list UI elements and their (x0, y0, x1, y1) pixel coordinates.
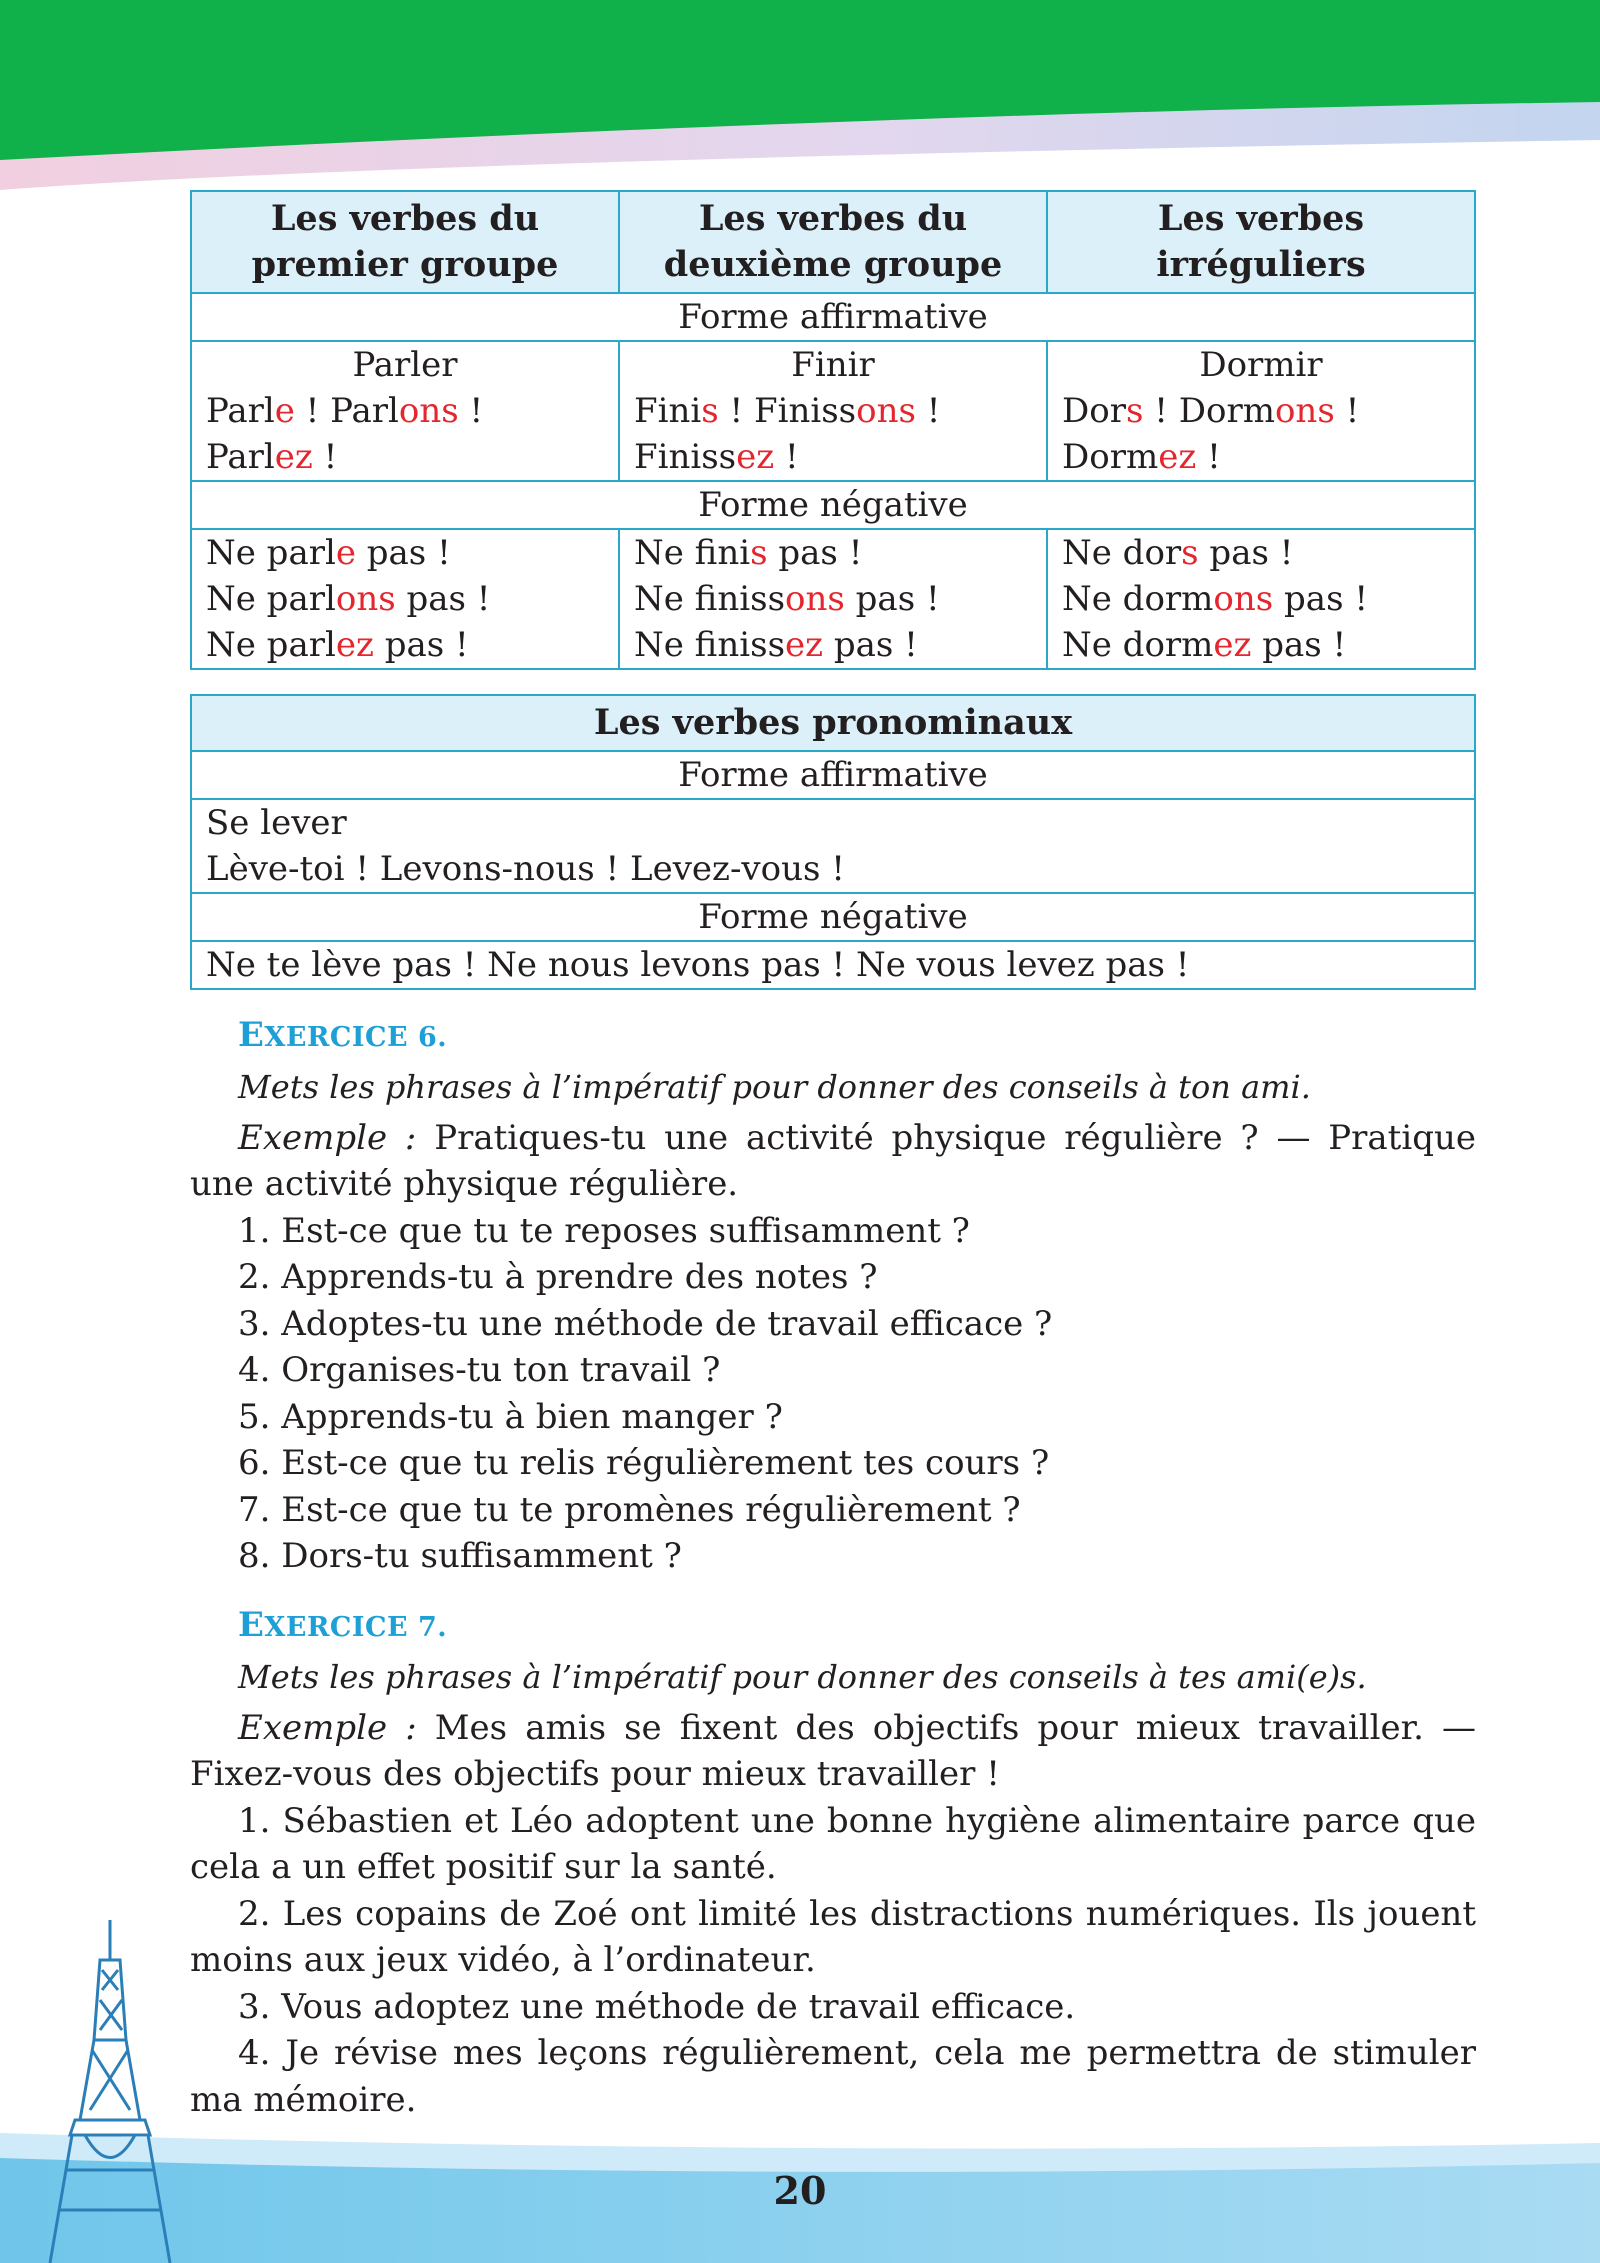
list-item: 4. Organises-tu ton travail ? (238, 1350, 721, 1390)
exercise-6-instruction: Mets les phrases à l’impératif pour donner des conseils à ton ami. (238, 1068, 1311, 1106)
list-item: 2. Apprends-tu à prendre des notes ? (238, 1257, 878, 1297)
header-first-group: Les verbes du premier groupe (191, 191, 619, 293)
list-item: 5. Apprends-tu à bien manger ? (238, 1396, 783, 1437)
list-item: 3. Adoptes-tu une méthode de travail efficace ? (238, 1303, 1053, 1344)
affirmative-label: Forme affirmative (191, 293, 1475, 341)
negative-label: Forme négative (191, 893, 1475, 941)
affirmative-label: Forme affirmative (191, 751, 1475, 799)
table-cell: Ne parle pas ! Ne parlons pas ! Ne parlez pas ! (191, 529, 619, 669)
exercise-7 (190, 1603, 1476, 2123)
table-cell: Ne dors pas ! Ne dormons pas ! Ne dormez pas ! (1047, 529, 1475, 669)
table-row (191, 341, 1475, 481)
header-banner (0, 0, 1600, 200)
list-item: 4. Je révise mes leçons régulièrement, cela me permettra de stimuler ma mémoire. (190, 2033, 1476, 2120)
table-cell: Finir Finis ! Finissons ! Finissez ! (619, 341, 1047, 481)
pronominal-verbs-table (190, 694, 1476, 990)
list-item: 6. Est-ce que tu relis régulièrement tes cours ? (238, 1443, 1050, 1483)
list-item: 2. Les copains de Zoé ont limité les distractions numériques. Ils jouent moins aux jeux vidéo, à l’ordinateur. (190, 1893, 1476, 1980)
exercise-7-example: Exemple : Mes amis se fixent des objectifs pour mieux travailler. — Fixez-vous des objectifs pour mieux travailler ! (190, 1707, 1476, 1794)
exercise-7-instruction: Mets les phrases à l’impératif pour donner des conseils à tes ami(e)s. (238, 1658, 1367, 1696)
table-cell: Ne finis pas ! Ne finissons pas ! Ne finissez pas ! (619, 529, 1047, 669)
table-cell: Ne te lève pas ! Ne nous levons pas ! Ne vous levez pas ! (191, 941, 1475, 989)
list-item: 3. Vous adoptez une méthode de travail efficace. (238, 1986, 1076, 2027)
list-item: 8. Dors-tu suffisamment ? (238, 1536, 682, 1576)
table-cell: Dormir Dors ! Dormons ! Dormez ! (1047, 341, 1475, 481)
verb-conjugation-table (190, 190, 1476, 670)
list-item: 7. Est-ce que tu te promènes régulièrement ? (238, 1489, 1021, 1530)
exercise-7-title: EXERCICE 7. (238, 1605, 448, 1645)
exercise-6-title: EXERCICE 6. (238, 1015, 448, 1055)
table-row (191, 529, 1475, 669)
negative-label: Forme négative (191, 481, 1475, 529)
exercise-6-example: Exemple : Pratiques-tu une activité physique régulière ? — Pratique une activité physique régulière. (190, 1117, 1476, 1204)
header-second-group: Les verbes du deuxième groupe (619, 191, 1047, 293)
header-irregular: Les verbes irréguliers (1047, 191, 1475, 293)
list-item: 1. Est-ce que tu te reposes suffisamment ? (238, 1210, 970, 1251)
table-cell: Se lever Lève-toi ! Levons-nous ! Levez-vous ! (191, 799, 1475, 893)
pronominal-header: Les verbes pronominaux (191, 695, 1475, 751)
exercise-6 (190, 1013, 1476, 1580)
page-number: 20 (773, 2168, 827, 2213)
table-header-row (191, 191, 1475, 293)
table-cell: Parler Parle ! Parlons ! Parlez ! (191, 341, 619, 481)
list-item: 1. Sébastien et Léo adoptent une bonne hygiène alimentaire parce que cela a un effet positif sur la santé. (190, 1800, 1476, 1887)
